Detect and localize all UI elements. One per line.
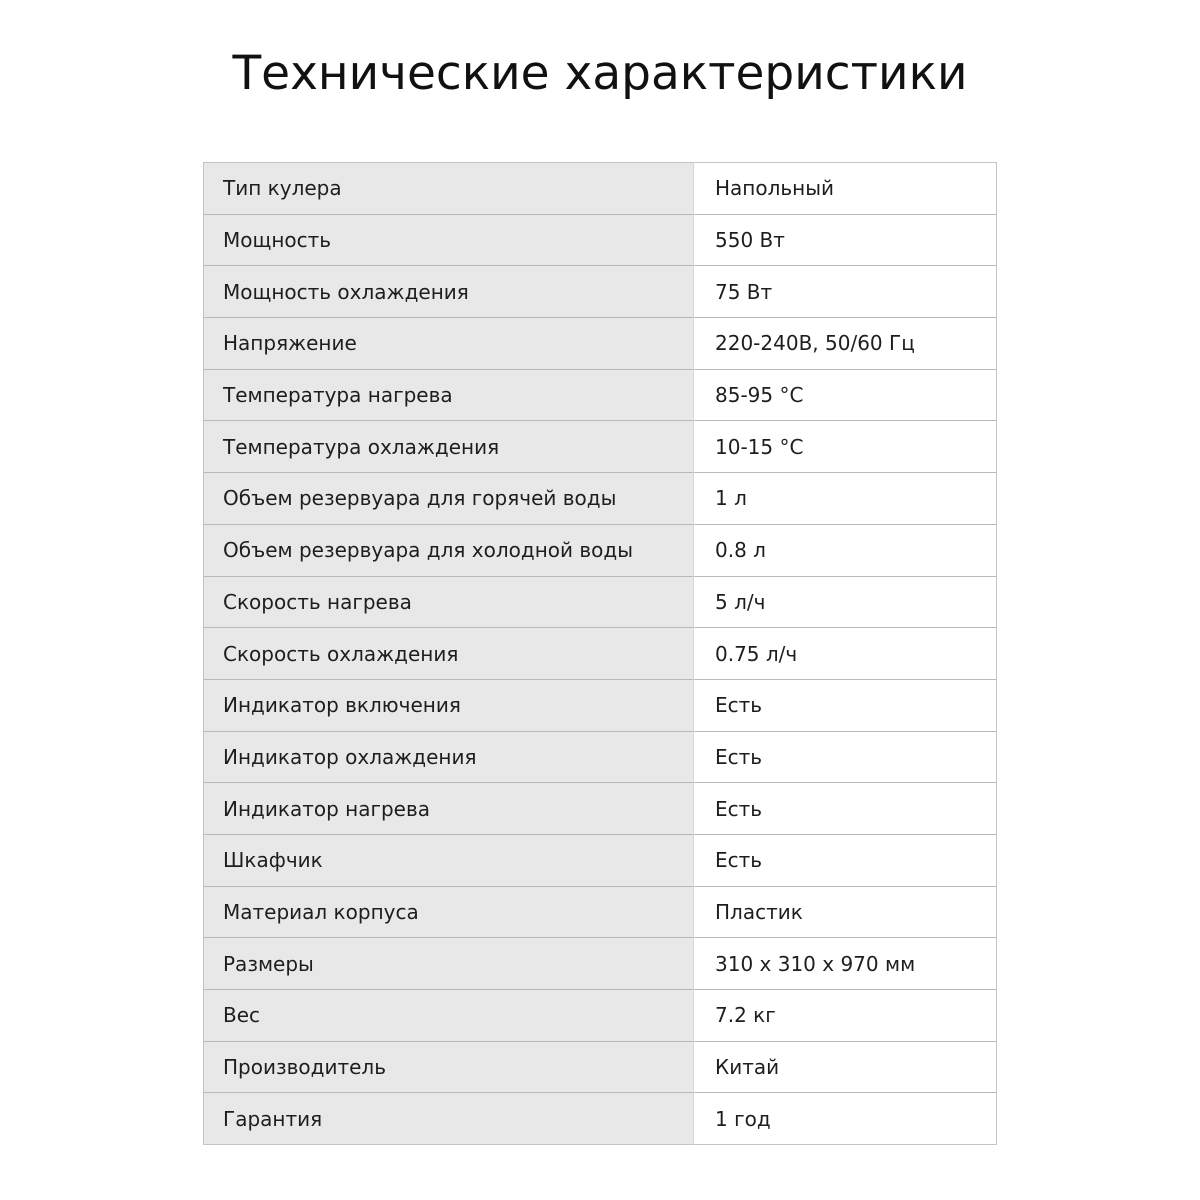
spec-value: 310 х 310 х 970 мм	[694, 938, 997, 990]
table-row	[204, 473, 997, 525]
specifications-table	[203, 162, 997, 1145]
table-row	[204, 679, 997, 731]
spec-value: Есть	[694, 834, 997, 886]
spec-value: 1 год	[694, 1093, 997, 1145]
table-row	[204, 421, 997, 473]
spec-value: 550 Вт	[694, 214, 997, 266]
table-row	[204, 214, 997, 266]
table-row	[204, 783, 997, 835]
spec-value: Китай	[694, 1041, 997, 1093]
table-row	[204, 524, 997, 576]
table-row	[204, 990, 997, 1042]
spec-label: Размеры	[204, 938, 694, 990]
spec-label: Шкафчик	[204, 834, 694, 886]
spec-label: Индикатор охлаждения	[204, 731, 694, 783]
spec-value: 0.75 л/ч	[694, 628, 997, 680]
spec-value: Есть	[694, 679, 997, 731]
table-row	[204, 731, 997, 783]
spec-label: Мощность охлаждения	[204, 266, 694, 318]
table-row	[204, 318, 997, 370]
table-row	[204, 163, 997, 215]
spec-value: 85-95 °С	[694, 369, 997, 421]
table-row	[204, 1041, 997, 1093]
spec-label: Гарантия	[204, 1093, 694, 1145]
spec-value: 10-15 °С	[694, 421, 997, 473]
spec-label: Вес	[204, 990, 694, 1042]
specifications-table-body	[204, 163, 997, 1145]
spec-label: Объем резервуара для горячей воды	[204, 473, 694, 525]
spec-label: Индикатор нагрева	[204, 783, 694, 835]
spec-label: Тип кулера	[204, 163, 694, 215]
table-row	[204, 628, 997, 680]
spec-value: Есть	[694, 731, 997, 783]
page-title: Технические характеристики	[232, 46, 968, 101]
spec-value: 220-240В, 50/60 Гц	[694, 318, 997, 370]
spec-label: Объем резервуара для холодной воды	[204, 524, 694, 576]
table-row	[204, 1093, 997, 1145]
spec-label: Мощность	[204, 214, 694, 266]
spec-label: Скорость нагрева	[204, 576, 694, 628]
spec-value: 1 л	[694, 473, 997, 525]
spec-label: Температура охлаждения	[204, 421, 694, 473]
spec-value: 0.8 л	[694, 524, 997, 576]
spec-label: Материал корпуса	[204, 886, 694, 938]
table-row	[204, 576, 997, 628]
spec-value: 75 Вт	[694, 266, 997, 318]
spec-label: Температура нагрева	[204, 369, 694, 421]
table-row	[204, 834, 997, 886]
spec-label: Индикатор включения	[204, 679, 694, 731]
table-row	[204, 266, 997, 318]
table-row	[204, 369, 997, 421]
spec-value: 5 л/ч	[694, 576, 997, 628]
spec-value: 7.2 кг	[694, 990, 997, 1042]
spec-label: Напряжение	[204, 318, 694, 370]
table-row	[204, 886, 997, 938]
spec-label: Производитель	[204, 1041, 694, 1093]
spec-value: Пластик	[694, 886, 997, 938]
spec-value: Есть	[694, 783, 997, 835]
table-row	[204, 938, 997, 990]
spec-value: Напольный	[694, 163, 997, 215]
spec-label: Скорость охлаждения	[204, 628, 694, 680]
